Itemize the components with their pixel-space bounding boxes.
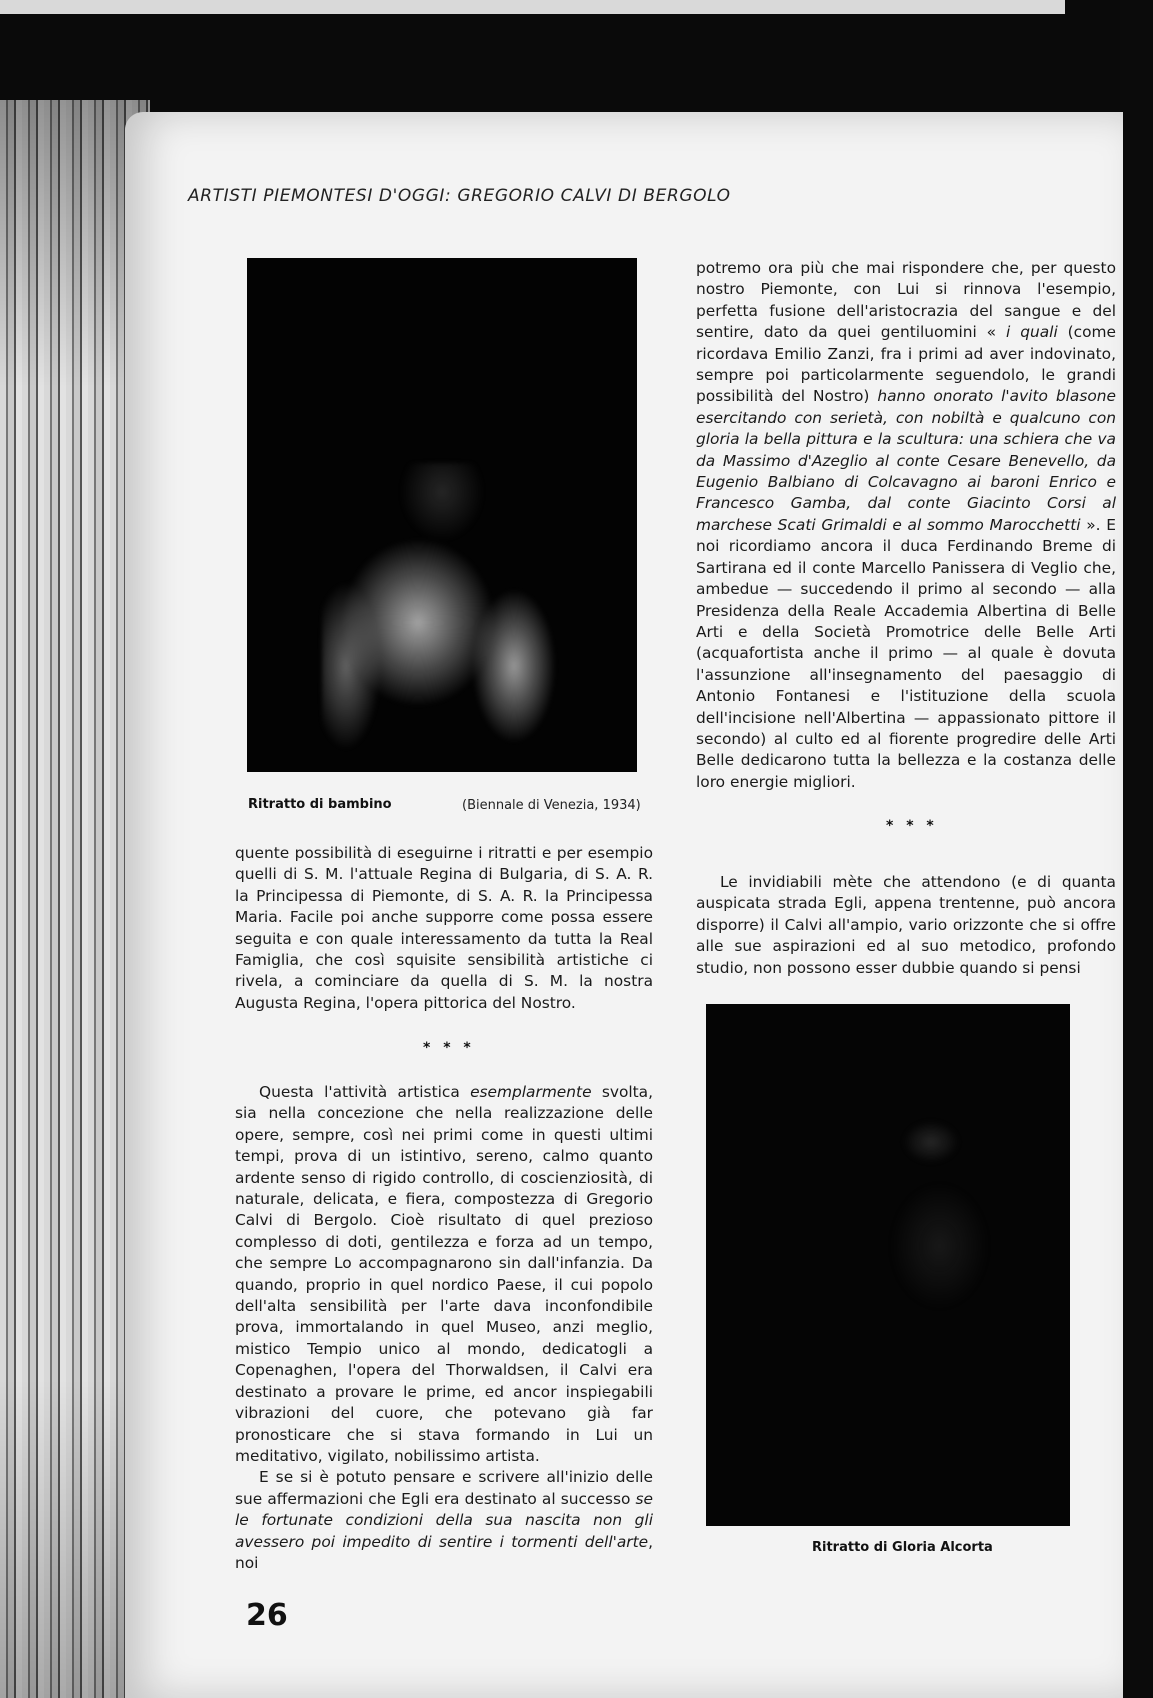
portrait-photo-child bbox=[247, 258, 637, 772]
scan-top-border bbox=[0, 0, 1153, 120]
left-column-para-1 bbox=[235, 843, 653, 1014]
figure1-caption-note: (Biennale di Venezia, 1934) bbox=[462, 798, 641, 813]
right-para-1-text: potremo ora più che mai rispondere che, per questo nostro Piemonte, con Lui si rinnova l'esempio, perfetta fusione dell'aristocrazia del sangue e del sentire, dato da quei gentiluomini « i quali (come ricordava Emilio Zanzi, fra i primi ad aver indovinato, sempre poi particolarmente seguendolo, le grandi possibilità del Nostro) hanno onorato l'avito blasone esercitando con serietà, con nobiltà e qualcuno con gloria la bella pittura e la scultura: una schiera che va da Massimo d'Azeglio al conte Cesare Benevello, da Eugenio Balbiano di Colcavagno ai baroni Enrico e Francesco Gamba, dal conte Giacinto Corsi al marchese Scati Grimaldi e al sommo Marocchetti ». E noi ricordiamo ancora il duca Ferdinando Breme di Sartirana ed il conte Marcello Panissera di Veglio che, ambedue — succedendo il primo al secondo — alla Presidenza della Reale Accademia Albertina di Belle Arti e della Società Promotrice delle Belle Arti (acquafortista anche il primo — al quale è dovuta l'assunzione all'insegnamento del paesaggio di Antonio Fontanesi e l'istituzione della scuola dell'incisione nell'Albertina — appassionato pittore il secondo) al culto ed al fiorente progredire delle Arti Belle dedicarono tutta la bellezza e la costanza delle loro energie migliori. bbox=[696, 259, 1116, 791]
portrait-figure-2 bbox=[846, 1064, 1016, 1324]
right-para-2-text: Le invidiabili mète che attendono (e di quanta auspicata strada Egli, appena trentenne, può ancora disporre) il Calvi all'ampio, vario orizzonte che si offre alle sue aspirazioni ed al suo metodico, profondo studio, non possono esser dubbie quando si pensi bbox=[696, 873, 1116, 977]
right-column-para-2 bbox=[696, 872, 1116, 979]
left-column-para-2 bbox=[235, 1082, 653, 1574]
left-para-2-text: Questa l'attività artistica esemplarmente svolta, sia nella concezione che nella realizzazione delle opere, sempre, così nei primi come in questi ultimi tempi, prova di un istintivo, sereno, calmo quanto ardente senso di rigido controllo, di coscienziosità, di naturale, delicata, e fiera, compostezza di Gregorio Calvi di Bergolo. Cioè risultato di quel prezioso complesso di doti, gentilezza e forza ad un tempo, che sempre Lo accompagnarono sin dall'infanzia. Da quando, proprio in quel nordico Paese, il cui popolo dell'alta sensibilità per l'arte dava inconfondibile prova, immortalando in quel Museo, anzi meglio, mistico Tempio unico al mondo, dedicatogli a Copenaghen, l'opera del Thorwaldsen, il Calvi era destinato a provare le prime, ed ancor inspiegabili vibrazioni del cuore, che potevano già far pronosticare che si stava formando in Lui un meditativo, vigilato, nobilissimo artista. bbox=[235, 1083, 653, 1465]
right-column-para-1 bbox=[696, 258, 1116, 793]
figure2-caption-title: Ritratto di Gloria Alcorta bbox=[812, 1540, 993, 1555]
left-para-1-text: quente possibilità di eseguirne i ritratti e per esempio quelli di S. M. l'attuale Regina di Bulgaria, di S. A. R. la Principessa di Piemonte, di S. A. R. la Principessa Maria. Facile poi anche supporre come possa essere seguita e con quale interessamento da tutta la Real Famiglia, che così squisite sensibilità artistiche ci rivela, a cominciare da quella di S. M. la nostra Augusta Regina, l'opera pittorica del Nostro. bbox=[235, 844, 653, 1012]
portrait-photo-gloria-alcorta bbox=[706, 1004, 1070, 1526]
running-header: ARTISTI PIEMONTESI D'OGGI: GREGORIO CALVI DI BERGOLO bbox=[188, 186, 731, 206]
portrait-figure bbox=[322, 463, 562, 753]
scan-right-border bbox=[1120, 0, 1153, 1698]
left-para-3-text: E se si è potuto pensare e scrivere all'inizio delle sue affermazioni che Egli era destinato al successo se le fortunate condizioni della sua nascita non gli avessero poi impedito di sentire i tormenti dell'arte, noi bbox=[235, 1468, 653, 1572]
figure1-caption-title: Ritratto di bambino bbox=[248, 797, 392, 812]
right-separator: * * * bbox=[886, 818, 938, 834]
left-separator: * * * bbox=[423, 1040, 475, 1056]
page-number: 26 bbox=[246, 1598, 288, 1633]
